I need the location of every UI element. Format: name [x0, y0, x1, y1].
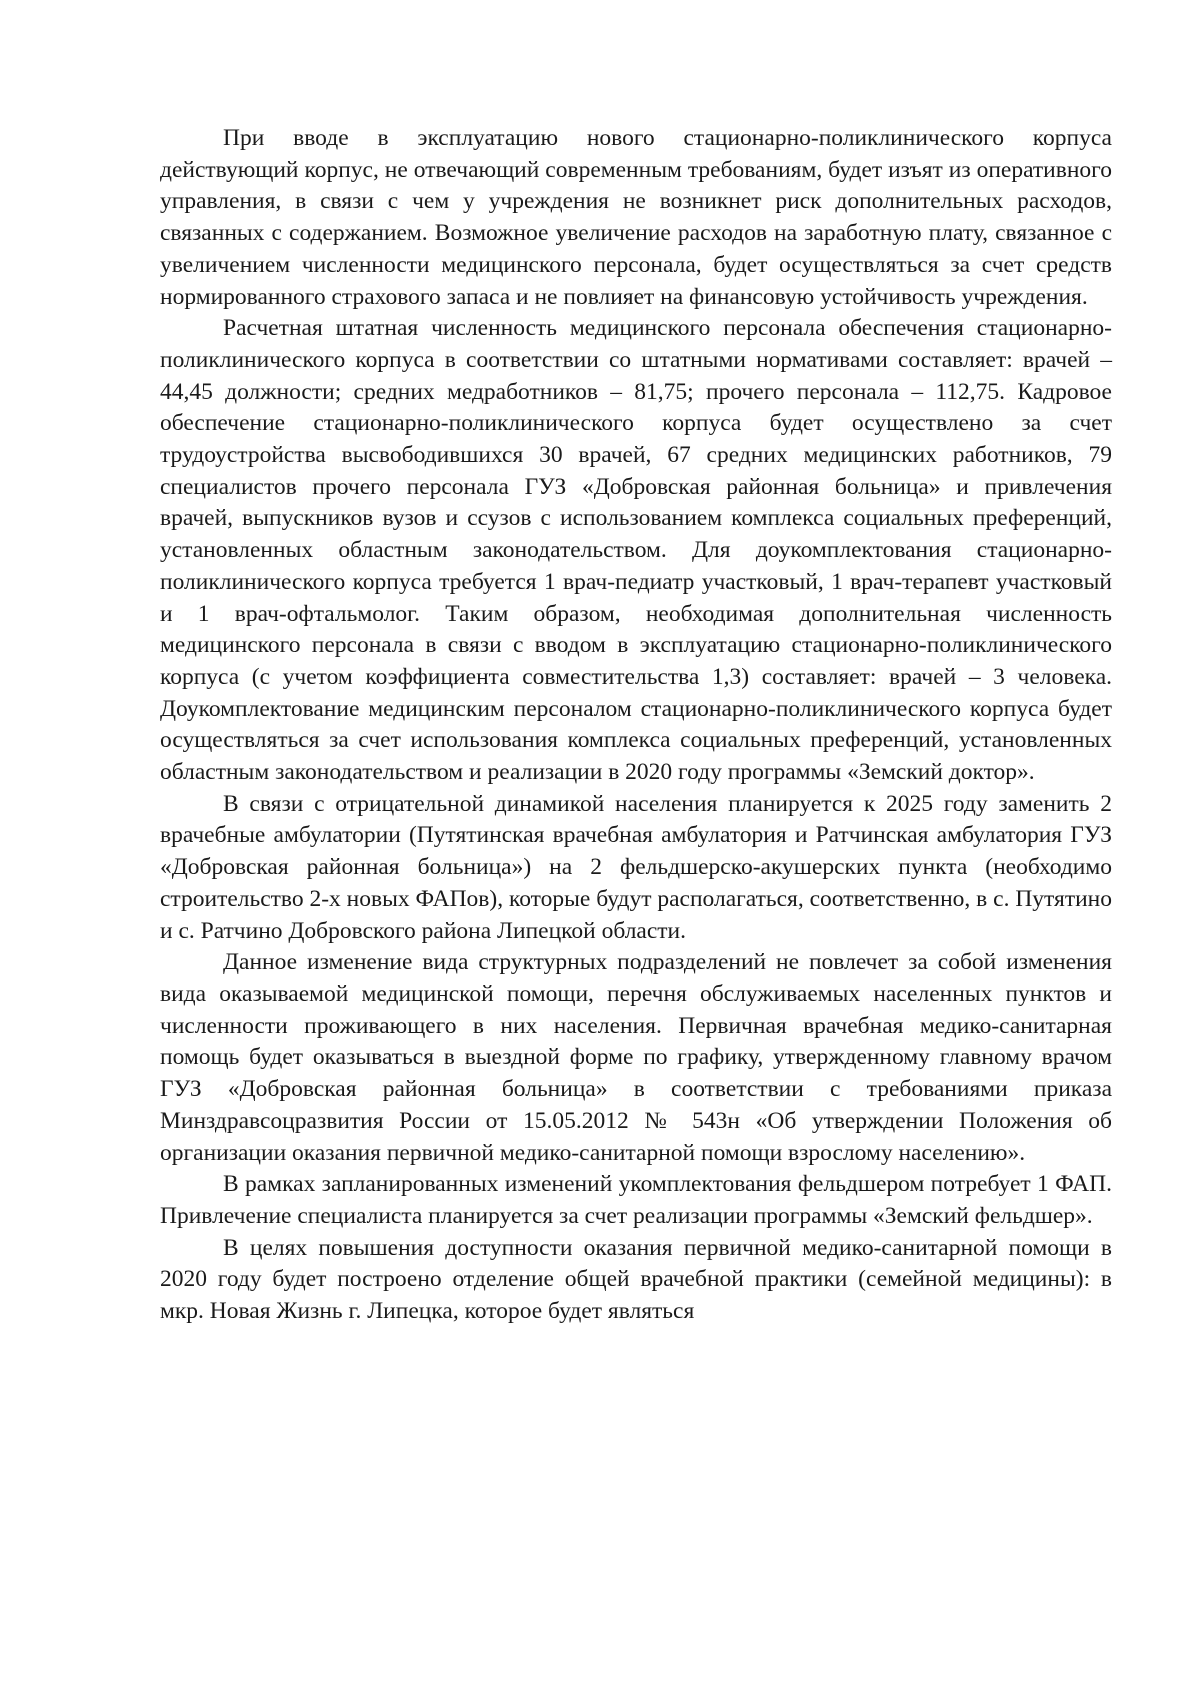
paragraph-4: Данное изменение вида структурных подразделений не повлечет за собой изменения вида оказываемой медицинской помощи, перечня обслуживаемых населенных пунктов и численности проживающего в них населения. Первичная врачебная медико-санитарная помощь будет оказываться в выездной форме по графику, утвержденному главному врачом ГУЗ «Добровская районная больница» в соответствии с требованиями приказа Минздравсоцразвития России от 15.05.2012 № 543н «Об утверждении Положения об организации оказания первичной медико-санитарной помощи взрослому населению».	[160, 949, 1112, 1166]
paragraph-5: В рамках запланированных изменений укомплектования фельдшером потребует 1 ФАП. Привлечение специалиста планируется за счет реализации программы «Земский фельдшер».	[160, 1171, 1112, 1229]
paragraph-1: При вводе в эксплуатацию нового стационарно-поликлинического корпуса действующий корпус, не отвечающий современным требованиям, будет изъят из оперативного управления, в связи с чем у учреждения не возникнет риск дополнительных расходов, связанных с содержанием. Возможное увеличение расходов на заработную плату, связанное с увеличением численности медицинского персонала, будет осуществляться за счет средств нормированного страхового запаса и не повлияет на финансовую устойчивость учреждения.	[160, 125, 1112, 310]
paragraph-6: В целях повышения доступности оказания первичной медико-санитарной помощи в 2020 году будет построено отделение общей врачебной практики (семейной медицины): в мкр. Новая Жизнь г. Липецка, которое будет являться	[160, 1234, 1112, 1325]
paragraph-2: Расчетная штатная численность медицинского персонала обеспечения стационарно-поликлинического корпуса в соответствии со штатными нормативами составляет: врачей – 44,45 должности; средних медработников – 81,75; прочего персонала – 112,75. Кадровое обеспечение стационарно-поликлинического корпуса будет осуществлено за счет трудоустройства высвободившихся 30 врачей, 67 средних медицинских работников, 79 специалистов прочего персонала ГУЗ «Добровская районная больница» и привлечения врачей, выпускников вузов и ссузов с использованием комплекса социальных преференций, установленных областным законодательством. Для доукомплектования стационарно-поликлинического корпуса требуется 1 врач-педиатр участковый, 1 врач-терапевт участковый и 1 врач-офтальмолог. Таким образом, необходимая дополнительная численность медицинского персонала в связи с вводом в эксплуатацию стационарно-поликлинического корпуса (с учетом коэффициента совместительства 1,3) составляет: врачей – 3 человека. Доукомплектование медицинским персоналом стационарно-поликлинического корпуса будет осуществляться за счет использования комплекса социальных преференций, установленных областным законодательством и реализации в 2020 году программы «Земский доктор».	[160, 315, 1112, 786]
paragraph-3: В связи с отрицательной динамикой населения планируется к 2025 году заменить 2 врачебные амбулатории (Путятинская врачебная амбулатория и Ратчинская амбулатория ГУЗ «Добровская районная больница») на 2 фельдшерско-акушерских пункта (необходимо строительство 2-х новых ФАПов), которые будут располагаться, соответственно, в с. Путятино и с. Ратчино Добровского района Липецкой области.	[160, 790, 1112, 944]
document-body	[160, 123, 1112, 1328]
